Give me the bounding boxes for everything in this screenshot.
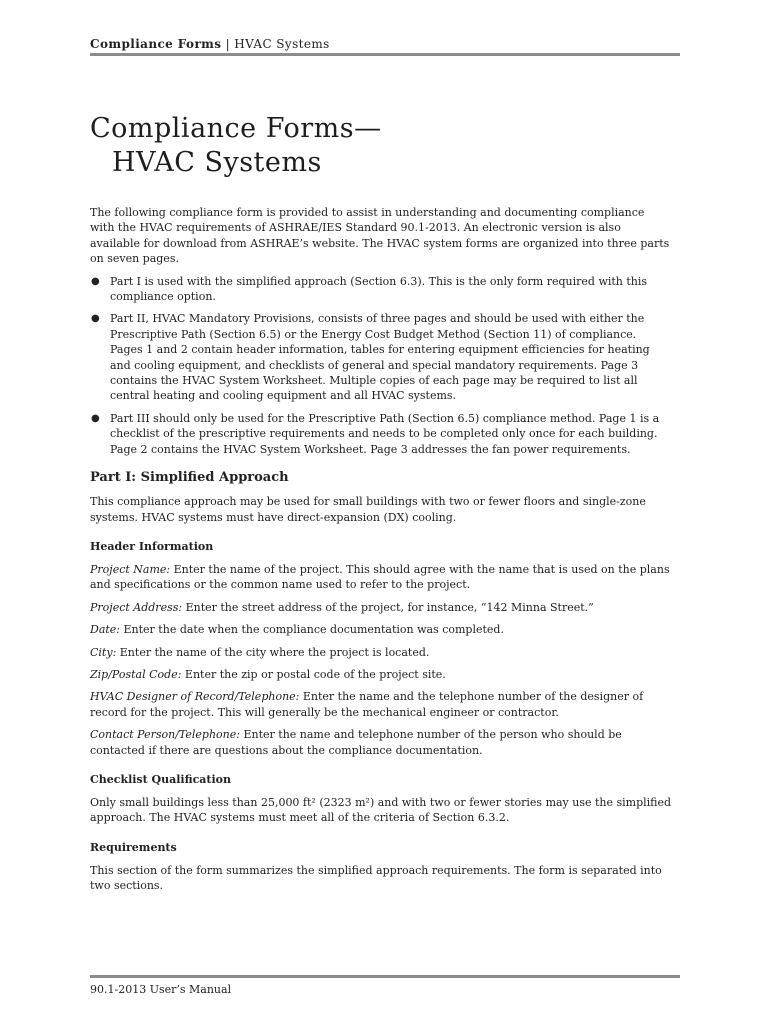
field-description: Enter the name and the telephone number of the designer of record for the project. This will generally be the mechanical engineer or contractor.: [90, 690, 644, 719]
running-header-separator: |: [221, 37, 235, 51]
running-header: [90, 37, 680, 51]
field-term: HVAC Designer of Record/Telephone:: [90, 690, 300, 704]
title-line-2: HVAC Systems: [112, 147, 322, 178]
field-description: Enter the street address of the project, for instance, “142 Minna Street.”: [182, 600, 594, 614]
field-date: [90, 622, 672, 637]
subheading-header-information: Header Information: [90, 539, 214, 553]
list-item-text: Part III should only be used for the Prescriptive Path (Section 6.5) compliance method. Page 1 is a checklist of the prescriptive requirements and needs to be completed only once for each building. Page 2 contains the HVAC System Worksheet. Page 3 addresses the fan power requirements.: [110, 411, 660, 456]
field-hvac-designer: [90, 689, 672, 720]
running-header-rest: HVAC Systems: [234, 37, 330, 51]
field-description: Enter the name and telephone number of the person who should be contacted if there are questions about the compliance documentation.: [90, 728, 622, 757]
running-header-bold: Compliance Forms: [90, 37, 222, 51]
field-project-address: [90, 600, 672, 615]
bullet-icon: ●: [91, 275, 100, 287]
field-term: Project Name:: [90, 562, 171, 576]
list-item-text: Part II, HVAC Mandatory Provisions, consists of three pages and should be used with either the Prescriptive Path (Section 6.5) or the Energy Cost Budget Method (Section 11) of compliance. Pages 1 and 2 contain header information, tables for entering equipment efficiencies for heating and cooling equipment, and checklists of general and special mandatory requirements. Page 3 contains the HVAC System Worksheet. Multiple copies of each page may be required to list all central heating and cooling equipment and all HVAC systems.: [110, 312, 650, 403]
list-item-text: Part I is used with the simplified approach (Section 6.3). This is the only form required with this compliance option.: [110, 274, 648, 304]
field-term: Zip/Postal Code:: [90, 667, 182, 681]
list-item: [90, 411, 672, 457]
intro-paragraph: The following compliance form is provided to assist in understanding and documenting compliance with the HVAC requirements of ASHRAE/IES Standard 90.1-2013. An electronic version is also available for download from ASHRAE’s website. The HVAC system forms are organized into three parts on seven pages.: [90, 206, 670, 266]
subheading-requirements: Requirements: [90, 840, 177, 854]
page-title: [90, 112, 382, 180]
field-project-name: [90, 562, 672, 593]
footer-rule: [90, 975, 680, 978]
field-term: Project Address:: [90, 600, 183, 614]
field-city: [90, 645, 672, 660]
field-term: Date:: [90, 623, 121, 637]
field-description: Enter the name of the project. This should agree with the name that is used on the plans and specifications or the common name used to refer to the project.: [90, 562, 670, 592]
subheading-checklist-qualification: Checklist Qualification: [90, 772, 232, 786]
title-line-1: Compliance Forms—: [90, 113, 382, 144]
bullet-icon: ●: [91, 412, 100, 424]
field-description: Enter the date when the compliance documentation was completed.: [120, 623, 504, 637]
parts-list: [90, 274, 672, 457]
bullet-icon: ●: [91, 313, 100, 325]
part1-intro: This compliance approach may be used for small buildings with two or fewer floors and single-zone systems. HVAC systems must have direct-expansion (DX) cooling.: [90, 495, 646, 524]
header-rule: [90, 53, 680, 56]
checklist-paragraph: Only small buildings less than 25,000 ft² (2323 m²) and with two or fewer stories may use the simplified approach. The HVAC systems must meet all of the criteria of Section 6.3.2.: [90, 795, 672, 825]
field-term: Contact Person/Telephone:: [90, 728, 240, 742]
section-heading-part1: Part I: Simplified Approach: [90, 470, 289, 486]
requirements-paragraph: This section of the form summarizes the simplified approach requirements. The form is separated into two sections.: [90, 863, 662, 893]
field-description: Enter the name of the city where the project is located.: [116, 645, 430, 659]
list-item: [90, 274, 672, 305]
page-footer: 90.1-2013 User’s Manual: [90, 983, 232, 996]
field-description: Enter the zip or postal code of the project site.: [181, 667, 446, 681]
field-zip: [90, 667, 672, 682]
list-item: [90, 311, 672, 403]
field-contact-person: [90, 727, 672, 758]
field-term: City:: [90, 645, 117, 659]
body-content: [90, 205, 672, 901]
